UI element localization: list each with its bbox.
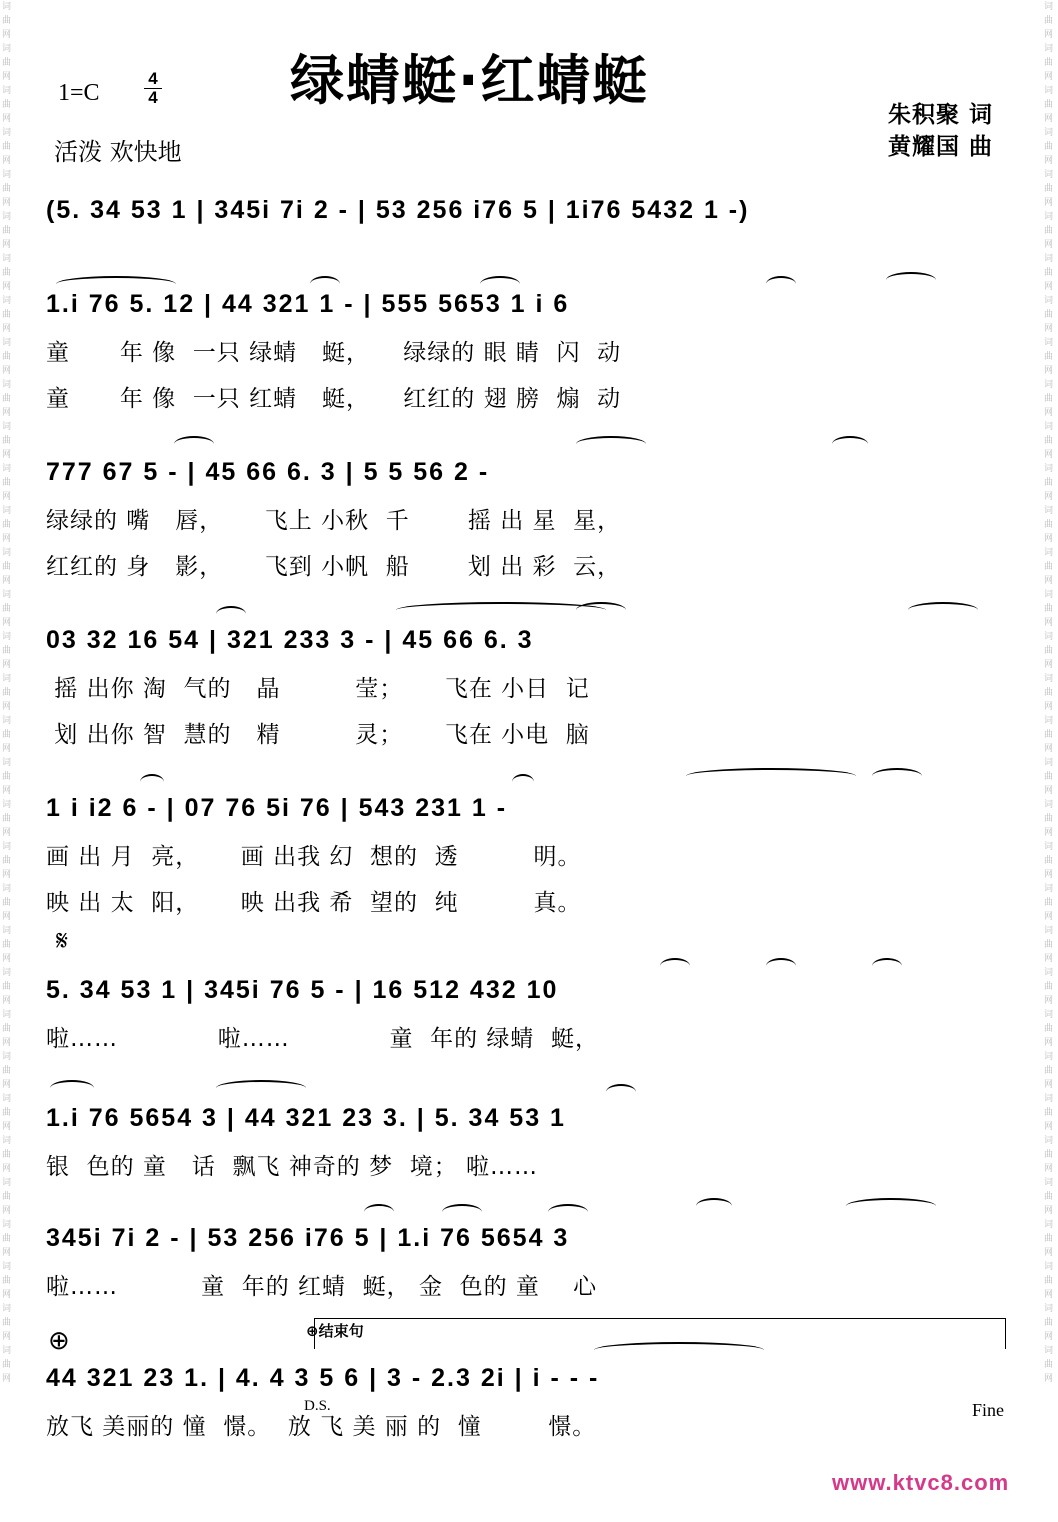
slur: [396, 602, 606, 618]
system-2-lyrics-verse-1: 绿绿的 嘴 唇， 飞上 小秋 千 摇 出 星 星，: [46, 508, 622, 534]
system-4-lyrics-verse-1: 画 出 月 亮， 画 出我 幻 想的 透 明。: [46, 844, 582, 870]
segno-sign: 𝄋: [56, 924, 69, 957]
side-watermark-right: 词曲网词曲网词曲网词曲网词曲网词曲网词曲网词曲网词曲网词曲网词曲网词曲网词曲网词曲网词曲网词曲网词曲网词曲网词曲网词曲网词曲网词曲网词曲网词曲网词曲网词曲网词曲网词曲网词曲网词曲网词曲网词曲网词曲网: [1044, 2, 1054, 1384]
slur: [886, 272, 936, 288]
system-2-notes: [46, 444, 1016, 498]
system-4: [46, 780, 1016, 926]
system-1-notes: [46, 276, 1016, 330]
system-2-lyrics-verse-2: 红红的 身 影， 飞到 小帆 船 划 出 彩 云，: [46, 554, 622, 580]
slur: [50, 1080, 94, 1096]
slur: [576, 602, 626, 618]
slur: [846, 1198, 936, 1214]
slur: [660, 958, 690, 974]
system-1: [46, 276, 1016, 422]
slur: [216, 1080, 306, 1096]
system-3-notation: 03 32 16 54 | 321 233 3 - | 45 66 6. 3: [46, 626, 534, 654]
system-8: [46, 1350, 1016, 1450]
slur: [594, 1342, 764, 1358]
system-2-notation: 777 67 5 - | 45 66 6. 3 | 5 5 56 2 -: [46, 458, 490, 486]
system-4-lyrics-verse-2: 映 出 太 阳， 映 出我 希 望的 纯 真。: [46, 890, 582, 916]
system-8-lyrics: 放飞 美丽的 憧 憬。 放 飞 美 丽 的 憧 憬。: [46, 1414, 597, 1440]
key-signature: 1=C: [58, 80, 100, 106]
slur: [576, 436, 646, 452]
time-signature: [144, 70, 162, 107]
system-1-lyrics-verse-1: 童 年 像 一只 绿蜻 蜓， 绿绿的 眼 睛 闪 动: [46, 340, 622, 366]
system-5-lyrics: 啦…… 啦…… 童 年的 绿蜻 蜓，: [46, 1026, 600, 1052]
system-1-lyrics-verse-2: 童 年 像 一只 红蜻 蜓， 红红的 翅 膀 煽 动: [46, 386, 622, 412]
system-8-notes: [46, 1350, 1016, 1404]
coda-sign: ⊕: [48, 1326, 70, 1356]
fine-marking: Fine: [972, 1400, 1005, 1420]
slur: [364, 1204, 394, 1220]
site-url: www.ktvc8.com: [832, 1470, 1010, 1495]
slur: [140, 774, 164, 790]
system-5: [46, 962, 1016, 1062]
slur: [216, 606, 246, 622]
system-8-notation: 44 321 23 1. | 4. 4 3 5 6 | 3 - 2.3 2i | i - - -: [46, 1364, 600, 1392]
slur: [832, 436, 868, 452]
slur: [174, 436, 214, 452]
system-6: [46, 1090, 1016, 1190]
slur: [696, 1198, 732, 1214]
slur: [686, 768, 856, 784]
system-4-notes: [46, 780, 1016, 834]
time-signature-top: 4: [148, 69, 158, 88]
intro-system: [46, 182, 1016, 236]
dal-segno-marking: D.S.: [304, 1398, 331, 1414]
tempo-marking: 活泼 欢快地: [54, 138, 182, 166]
time-signature-bottom: 4: [144, 88, 162, 107]
system-7: [46, 1210, 1016, 1310]
slur: [872, 768, 922, 784]
slur: [766, 276, 796, 292]
system-7-notation: 345i 7i 2 - | 53 256 i76 5 | 1.i 76 5654 3: [46, 1224, 570, 1252]
lyricist-credit: 朱积聚 词: [888, 102, 994, 128]
slur: [512, 774, 534, 790]
ending-label: ⊕结束句: [306, 1322, 364, 1340]
system-3-notes: [46, 612, 1016, 666]
system-2: [46, 444, 1016, 590]
system-5-notation: 5. 34 53 1 | 345i 76 5 - | 16 512 432 10: [46, 976, 559, 1004]
slur: [908, 602, 978, 618]
composer-credit: 黄耀国 曲: [888, 134, 994, 160]
system-7-lyrics: 啦…… 童 年的 红蜻 蜓， 金 色的 童 心: [46, 1274, 598, 1300]
system-5-notes: [46, 962, 1016, 1016]
system-3-lyrics-verse-2: 划 出你 智 慧的 精 灵； 飞在 小电 脑: [46, 722, 590, 748]
system-3: [46, 612, 1016, 758]
slur: [872, 958, 902, 974]
system-3-lyrics-verse-1: 摇 出你 淘 气的 晶 莹； 飞在 小日 记: [46, 676, 590, 702]
slur: [606, 1084, 636, 1100]
song-title: 绿蜻蜓·红蜻蜓: [290, 49, 649, 112]
side-watermark-left: 词曲网词曲网词曲网词曲网词曲网词曲网词曲网词曲网词曲网词曲网词曲网词曲网词曲网词曲网词曲网词曲网词曲网词曲网词曲网词曲网词曲网词曲网词曲网词曲网词曲网词曲网词曲网词曲网词曲网词曲网词曲网词曲网词曲网: [2, 2, 12, 1384]
slur: [766, 958, 796, 974]
system-6-lyrics: 银 色的 童 话 飘飞 神奇的 梦 境； 啦……: [46, 1154, 539, 1180]
system-4-notation: 1 i i2 6 - | 07 76 5i 76 | 543 231 1 -: [46, 794, 508, 822]
system-6-notes: [46, 1090, 1016, 1144]
system-1-notation: 1.i 76 5. 12 | 44 321 1 - | 555 5653 1 i 6: [46, 290, 570, 318]
slur: [442, 1204, 482, 1220]
slur: [548, 1204, 588, 1220]
intro-notes: [46, 182, 1016, 236]
system-7-notes: [46, 1210, 1016, 1264]
intro-notation: (5. 34 53 1 | 345i 7i 2 - | 53 256 i76 5 | 1i76 5432 1 -): [46, 196, 750, 224]
system-6-notation: 1.i 76 5654 3 | 44 321 23 3. | 5. 34 53 1: [46, 1104, 566, 1132]
